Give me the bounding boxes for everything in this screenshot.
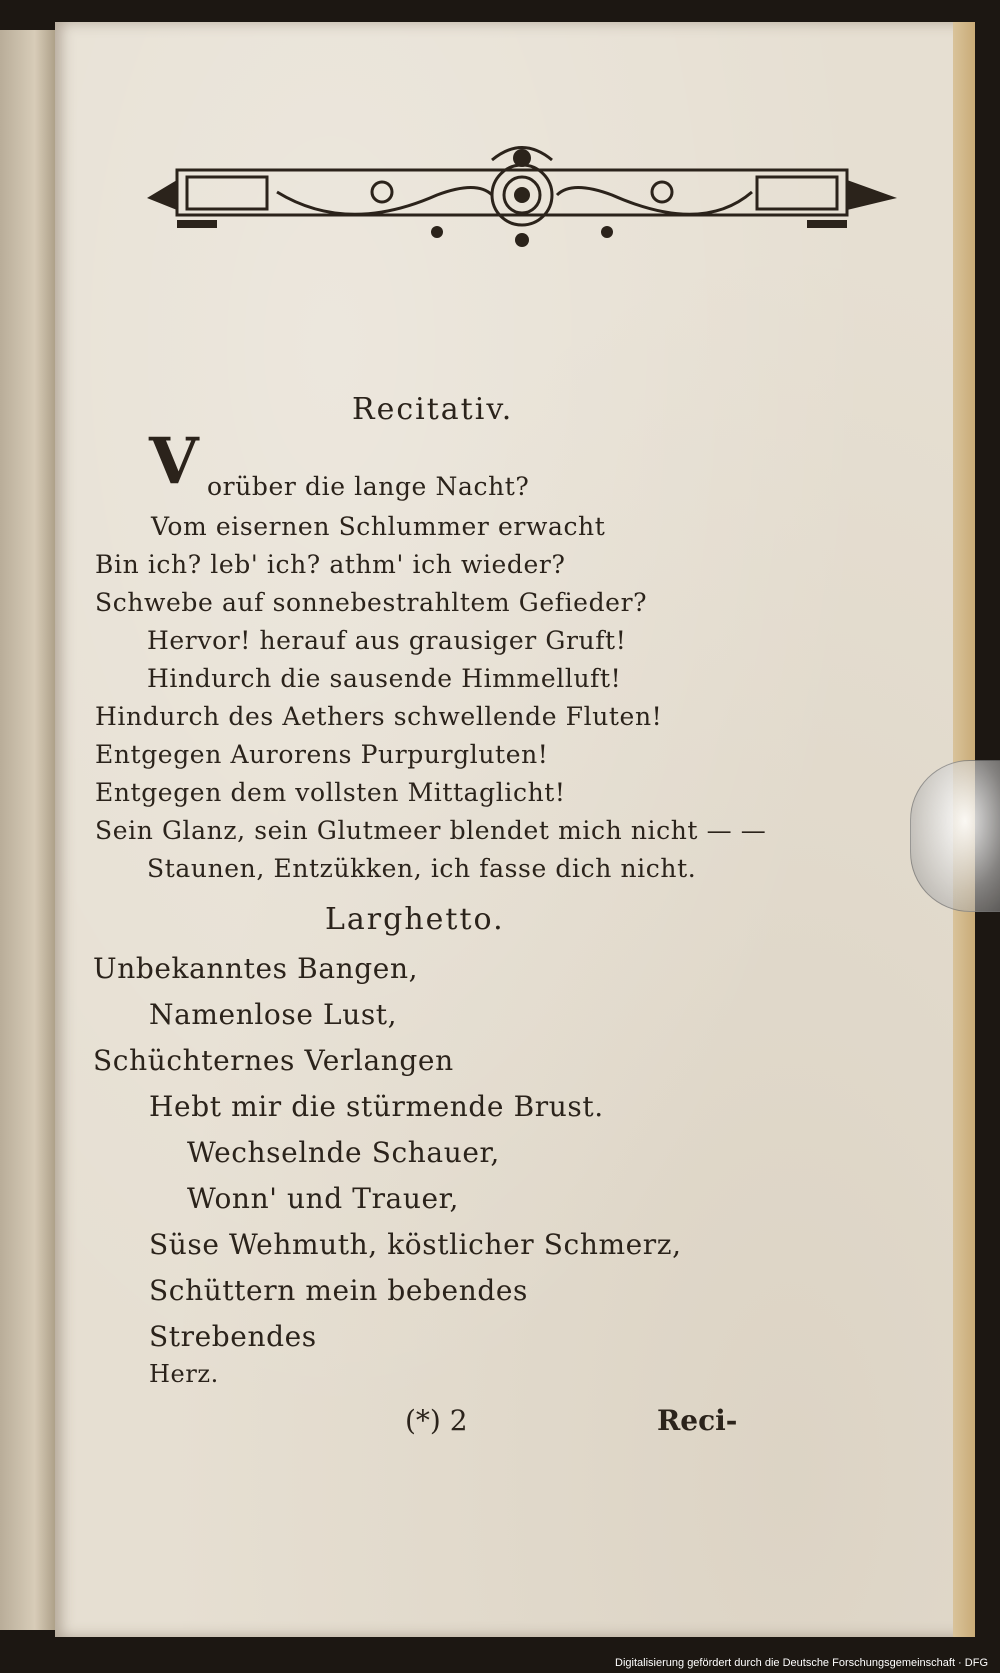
- digitization-credit: Digitalisierung gefördert durch die Deutsche Forschungsgemeinschaft · DFG: [615, 1657, 988, 1669]
- drop-cap: V: [149, 424, 199, 499]
- verse-line: orüber die lange Nacht?: [207, 472, 530, 501]
- verse-line: Hebt mir die stürmende Brust.: [149, 1090, 604, 1123]
- catchword: Reci-: [657, 1404, 738, 1437]
- verse-line: Unbekanntes Bangen,: [93, 952, 419, 985]
- verse-line: Namenlose Lust,: [149, 998, 398, 1031]
- verse-line: Hindurch des Aethers schwellende Fluten!: [95, 702, 663, 731]
- verse-line: Herz.: [149, 1360, 219, 1388]
- verse-line: Wechselnde Schauer,: [187, 1136, 500, 1169]
- verse-line: Sein Glanz, sein Glutmeer blendet mich nicht — —: [95, 816, 767, 845]
- verse-line: Entgegen Aurorens Purpurgluten!: [95, 740, 549, 769]
- verse-line: Entgegen dem vollsten Mittaglicht!: [95, 778, 566, 807]
- verse-line: Schüttern mein bebendes: [149, 1274, 529, 1307]
- book-page: [55, 22, 975, 1637]
- page-clip: [910, 760, 1000, 912]
- verse-line: Süse Wehmuth, köstlicher Schmerz,: [149, 1228, 682, 1261]
- verse-line: Wonn' und Trauer,: [187, 1182, 460, 1215]
- verse-line: Bin ich? leb' ich? athm' ich wieder?: [95, 550, 566, 579]
- verse-line: Schwebe auf sonnebestrahltem Gefieder?: [95, 588, 648, 617]
- verse-line: Schüchternes Verlangen: [93, 1044, 454, 1077]
- text-block: [55, 22, 975, 1637]
- left-page-edge: [0, 30, 58, 1630]
- verse-line: Strebendes: [149, 1320, 317, 1353]
- verse-line: Staunen, Entzükken, ich fasse dich nicht.: [147, 854, 697, 883]
- heading-recitativ: Recitativ.: [352, 392, 514, 427]
- heading-larghetto: Larghetto.: [325, 902, 505, 937]
- verse-line: Hervor! herauf aus grausiger Gruft!: [147, 626, 627, 655]
- signature-mark: (*) 2: [405, 1404, 468, 1437]
- verse-line: Vom eisernen Schlummer erwacht: [151, 512, 606, 541]
- verse-line: Hindurch die sausende Himmelluft!: [147, 664, 622, 693]
